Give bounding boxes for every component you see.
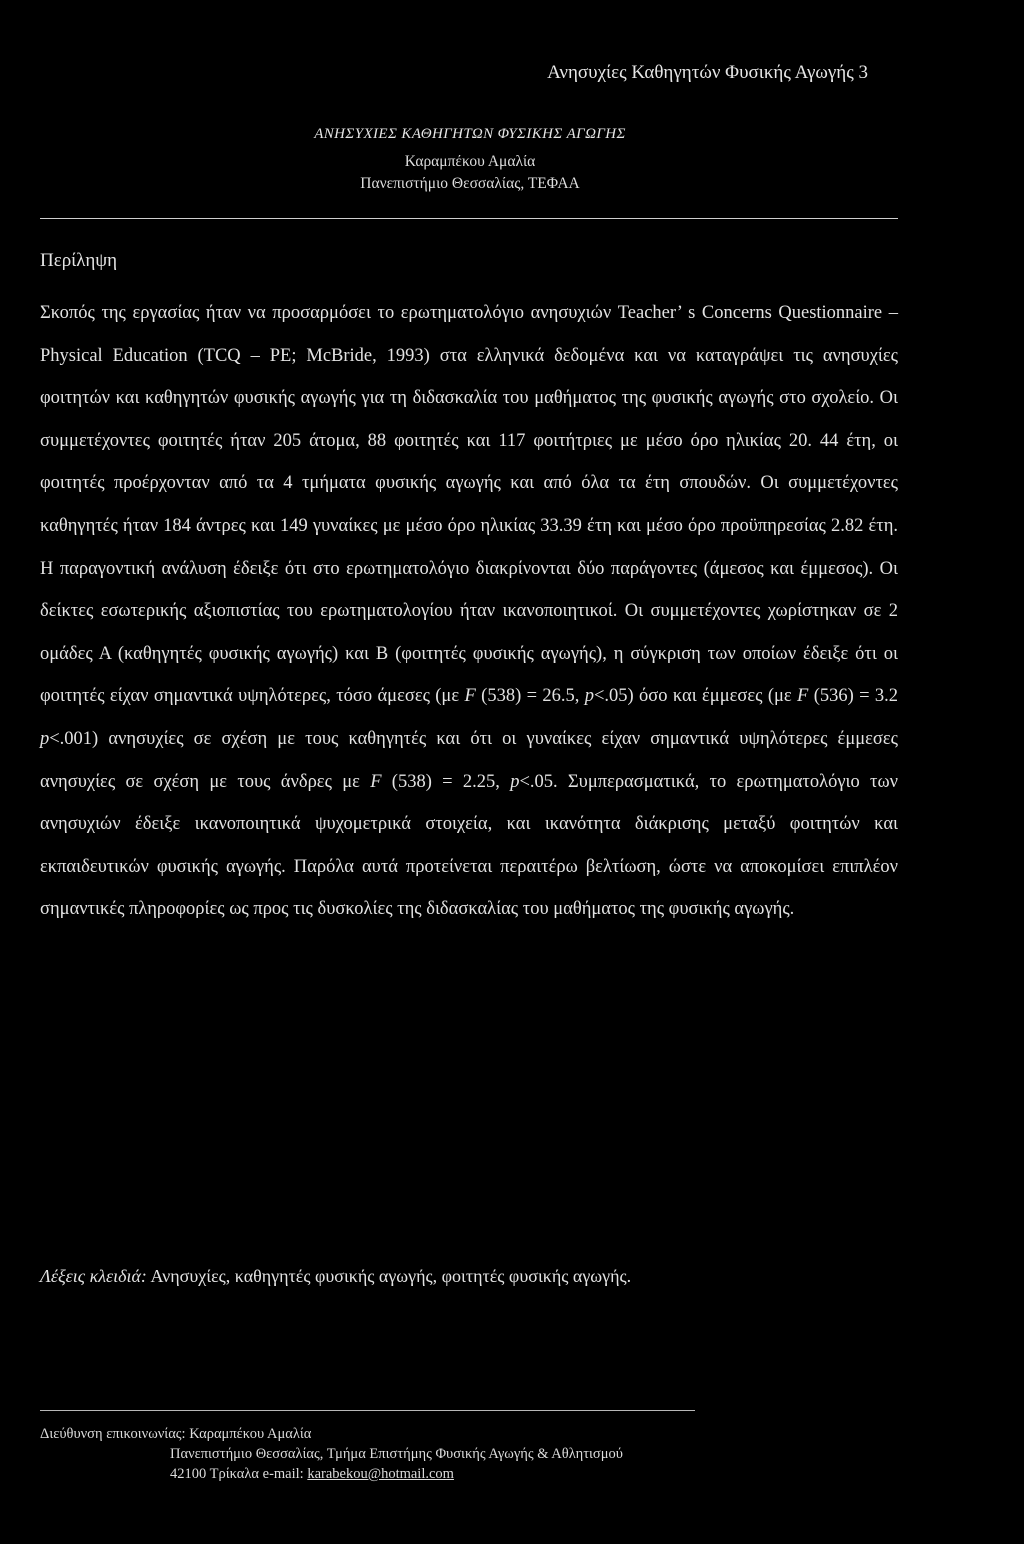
stat-f-symbol: F (370, 771, 382, 792)
email-link[interactable]: karabekou@hotmail.com (307, 1466, 454, 1482)
stat-p-symbol: p (40, 728, 50, 749)
abstract-f1-value: (538) = 26.5, (481, 686, 580, 707)
author-affiliation: Πανεπιστήμιο Θεσσαλίας, ΤΕΦΑΑ (360, 175, 580, 192)
stat-f-symbol: F (797, 686, 809, 707)
contact-city: 42100 Τρίκαλα e-mail: (170, 1466, 304, 1482)
paper-title: ΑΝΗΣΥΧΙΕΣ ΚΑΘΗΓΗΤΩΝ ΦΥΣΙΚΗΣ ΑΓΩΓΗΣ (314, 126, 626, 142)
abstract-heading: Περίληψη (40, 250, 118, 271)
keywords-text: Ανησυχίες, καθηγητές φυσικής αγωγής, φοιτητές φυσικής αγωγής. (150, 1266, 632, 1286)
abstract-p1-value: <.05) όσο και έμμεσες (με (593, 686, 792, 707)
title-block (0, 126, 940, 195)
abstract-f3-value: (538) = 2.25, (391, 771, 500, 792)
stat-p-symbol: p (584, 686, 594, 707)
abstract-text-part-1: Σκοπός της εργασίας ήταν να προσαρμόσει το ερωτηματολόγιο ανησυχιών Teacher’ s Concerns Questionnaire – Physical Education (TCQ – PE; McBride, 1993) στα ελληνικά δεδομένα και να καταγράψει τις ανησυχίες φοιτητών και καθηγητών φυσικής αγωγής για τη διδασκαλία του μαθήματος της φυσικής αγωγής στο σχολείο. Οι συμμετέχοντες φοιτητές ήταν 205 άτομα, 88 φοιτητές και 117 φοιτήτριες με μέσο όρο ηλικίας 20. 44 έτη, οι φοιτητές προέρχονταν από τα 4 τμήματα φυσικής αγωγής και από όλα τα έτη σπουδών. Οι συμμετέχοντες καθηγητές ήταν 184 άντρες και 149 γυναίκες με μέσο όρο ηλικίας 33.39 έτη και μέσο όρο προϋπηρεσίας 2.82 έτη. Η παραγοντική ανάλυση έδειξε ότι στο ερωτηματολόγιο διακρίνονται δύο παράγοντες (άμεσος και έμμεσος). Οι δείκτες εσωτερικής αξιοπιστίας του ερωτηματολογίου ήταν ικανοποιητικοί. Οι συμμετέχοντες χωρίστηκαν σε 2 ομάδες Α (καθηγητές φυσικής αγωγής) και Β (φοιτητές φυσικής αγωγής), η σύγκριση των οποίων έδειξε ότι οι φοιτητές είχαν σημαντικά υψηλότερες, τόσο άμεσες (με (40, 303, 898, 707)
title-divider (40, 218, 898, 219)
keywords-label: Λέξεις κλειδιά: (40, 1266, 147, 1286)
abstract-p2-value: <.001) ανησυχίες σε σχέση με τους καθηγητές και ότι οι γυναίκες είχαν σημαντικά υψηλότερες έμμεσες ανησυχίες σε σχέση με τους άνδρες με (40, 728, 898, 792)
contact-city-email (40, 1464, 623, 1484)
keywords-line (40, 1266, 898, 1287)
contact-address: Πανεπιστήμιο Θεσσαλίας, Τμήμα Επιστήμης Φυσικής Αγωγής & Αθλητισμού (170, 1446, 623, 1462)
abstract-f2-value: (536) = 3.2 (813, 686, 899, 707)
abstract-body (40, 292, 898, 931)
stat-f-symbol: F (464, 686, 476, 707)
running-header: Ανησυχίες Καθηγητών Φυσικής Αγωγής 3 (547, 62, 868, 83)
stat-p-symbol: p (510, 771, 520, 792)
contact-footnote (40, 1424, 623, 1484)
author-name: Καραμπέκου Αμαλία (404, 153, 536, 170)
footnote-divider (40, 1410, 695, 1411)
abstract-p3-value: <.05. Συμπερασματικά, το ερωτηματολόγιο των ανησυχιών έδειξε ικανοποιητικά ψυχομετρικά στοιχεία, και ικανότητα διάκρισης μεταξύ φοιτητών και εκπαιδευτικών φυσικής αγωγής. Παρόλα αυτά προτείνεται περαιτέρω βελτίωση, ώστε να αποκομίσει επιπλέον σημαντικές πληροφορίες ως προς τις δυσκολίες της διδασκαλίας του μαθήματος της φυσικής αγωγής. (40, 771, 899, 920)
contact-label: Διεύθυνση επικοινωνίας: Καραμπέκου Αμαλία (40, 1426, 312, 1442)
